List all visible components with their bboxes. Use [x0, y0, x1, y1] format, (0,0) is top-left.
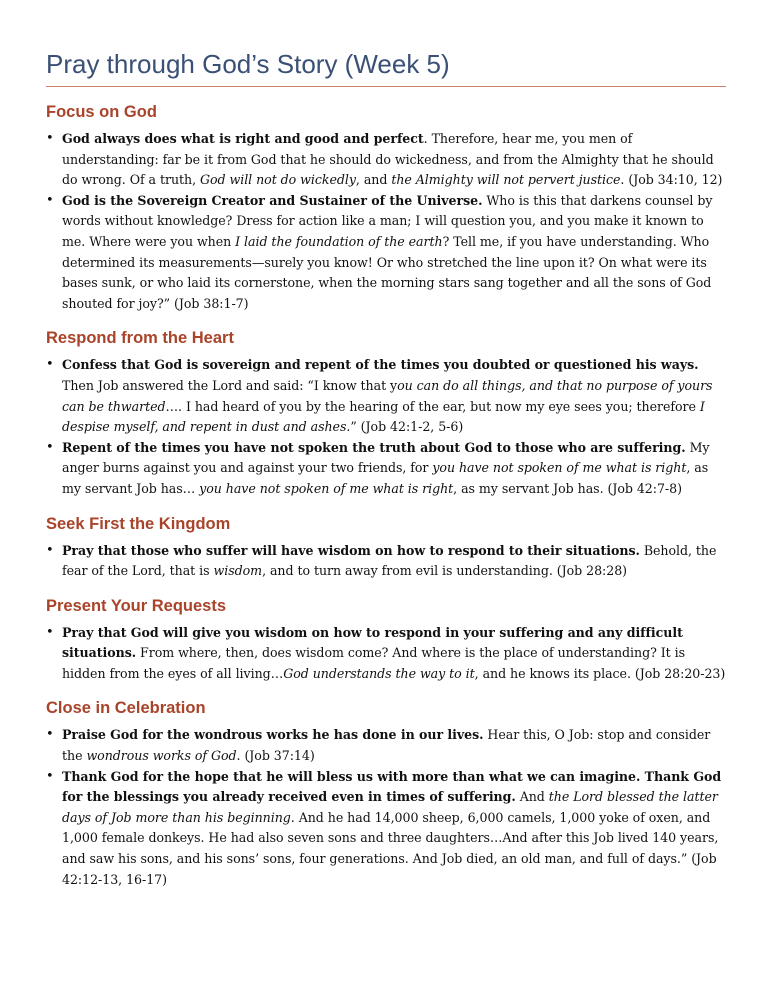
item-quote: ou can do all things, and that no purpose of yours can be thwarted: [62, 377, 713, 414]
list-item: [46, 623, 726, 685]
list-item: [46, 541, 726, 582]
item-text: ? Tell me, if you have understanding. Who determined its measurements—surely you know! Or who stretched the line upon it? On what were its bases sunk, or who laid its cornerstone, when the morning stars sang together and all the sons of God shouted for joy?” (Job 38:1-7): [62, 233, 712, 311]
item-lead: Confess that God is sovereign and repent of the times you doubted or questioned his ways.: [62, 357, 699, 373]
item-quote: you have not spoken of me what is right: [432, 460, 687, 476]
document-page: [46, 46, 726, 890]
list-item: [46, 725, 726, 766]
item-quote: the Lord blessed the latter days of Job more than his beginning.: [62, 789, 718, 825]
item-text: , and to turn away from evil is understanding. (Job 28:28): [262, 563, 628, 579]
section-heading-celebration: Close in Celebration: [46, 699, 206, 718]
item-text: …. I had heard of you by the hearing of the ear, but now my eye sees you; therefore: [165, 398, 700, 414]
item-lead: Pray that those who suffer will have wisdom on how to respond to their situations.: [62, 542, 640, 558]
item-lead: God always does what is right and good and perfect: [62, 131, 424, 146]
item-quote: I laid the foundation of the earth: [235, 233, 443, 249]
item-quote: God understands the way to it: [283, 665, 475, 681]
item-text: And he had 14,000 sheep, 6,000 camels, 1,000 yoke of oxen, and 1,000 female donkeys. He had also seven sons and three daughters…And after this Job lived 140 years, and saw his sons, and his sons’ sons, four generations. And Job died, an old man, and full of days.” (Job 42:12-13, 16-17): [62, 809, 719, 887]
item-text: Hear this, O Job: stop and consider the: [62, 727, 711, 764]
requests-list: [46, 623, 726, 685]
item-lead: Repent of the times you have not spoken the truth about God to those who are suffering.: [62, 439, 686, 455]
section-heading-requests: Present Your Requests: [46, 596, 227, 615]
page-title: Pray through God’s Story (Week 5): [46, 46, 726, 87]
item-text: Then Job answered the Lord and said: “I know that y: [62, 377, 398, 393]
item-text: , as my servant Job has…: [62, 460, 709, 496]
item-text: . (Job 37:14): [236, 748, 315, 764]
item-text: . (Job 34:10, 12): [620, 172, 723, 188]
item-text: , and he knows its place. (Job 28:20-23): [474, 665, 726, 681]
list-item: [46, 767, 726, 891]
item-quote: you have not spoken of me what is right: [199, 480, 454, 496]
item-text: ” (Job 42:1-2, 5-6): [350, 419, 464, 435]
focus-list: [46, 129, 726, 314]
respond-list: [46, 355, 726, 499]
item-text: . Therefore, hear me, you men of understanding: far be it from God that he should do wickedness, and from the Almighty that he should do wrong. Of a truth,: [62, 131, 714, 188]
celebration-list: [46, 725, 726, 890]
list-item: [46, 355, 726, 437]
section-heading-focus: Focus on God: [46, 103, 157, 121]
section-heading-respond: Respond from the Heart: [46, 329, 234, 348]
item-text: Who is this that darkens counsel by words without knowledge? Dress for action like a man; I will question you, and you make it known to me. Where were you when: [62, 192, 713, 249]
item-quote: the Almighty will not pervert justice: [391, 172, 621, 188]
list-item: [46, 129, 726, 191]
item-text: , as my servant Job has. (Job 42:7-8): [453, 480, 682, 496]
item-text: Behold, the fear of the Lord, that is: [62, 542, 717, 579]
section-heading-seek: Seek First the Kingdom: [46, 514, 231, 533]
item-text: And: [515, 789, 549, 805]
item-lead: Thank God for the hope that he will bless us with more than what we can imagine. Thank God for the blessings you already received even in times of suffering.: [62, 768, 722, 805]
item-text: My anger burns against you and against your two friends, for: [62, 439, 710, 476]
item-lead: Praise God for the wondrous works he has done in our lives.: [62, 727, 484, 743]
list-item: [46, 438, 726, 500]
item-lead: Pray that God will give you wisdom on how to respond in your suffering and any difficult situations.: [62, 624, 683, 661]
list-item: [46, 191, 726, 315]
item-lead: God is the Sovereign Creator and Sustainer of the Universe.: [62, 192, 483, 208]
item-quote: I despise myself, and repent in dust and ashes.: [62, 398, 705, 435]
item-quote: God will not do wickedly: [199, 172, 356, 188]
item-text: From where, then, does wisdom come? And where is the place of understanding? It is hidden from the eyes of all living…: [62, 645, 686, 681]
item-text: , and: [355, 172, 392, 188]
seek-list: [46, 541, 726, 582]
item-quote: wisdom: [213, 563, 263, 579]
item-quote: wondrous works of God: [86, 748, 237, 764]
